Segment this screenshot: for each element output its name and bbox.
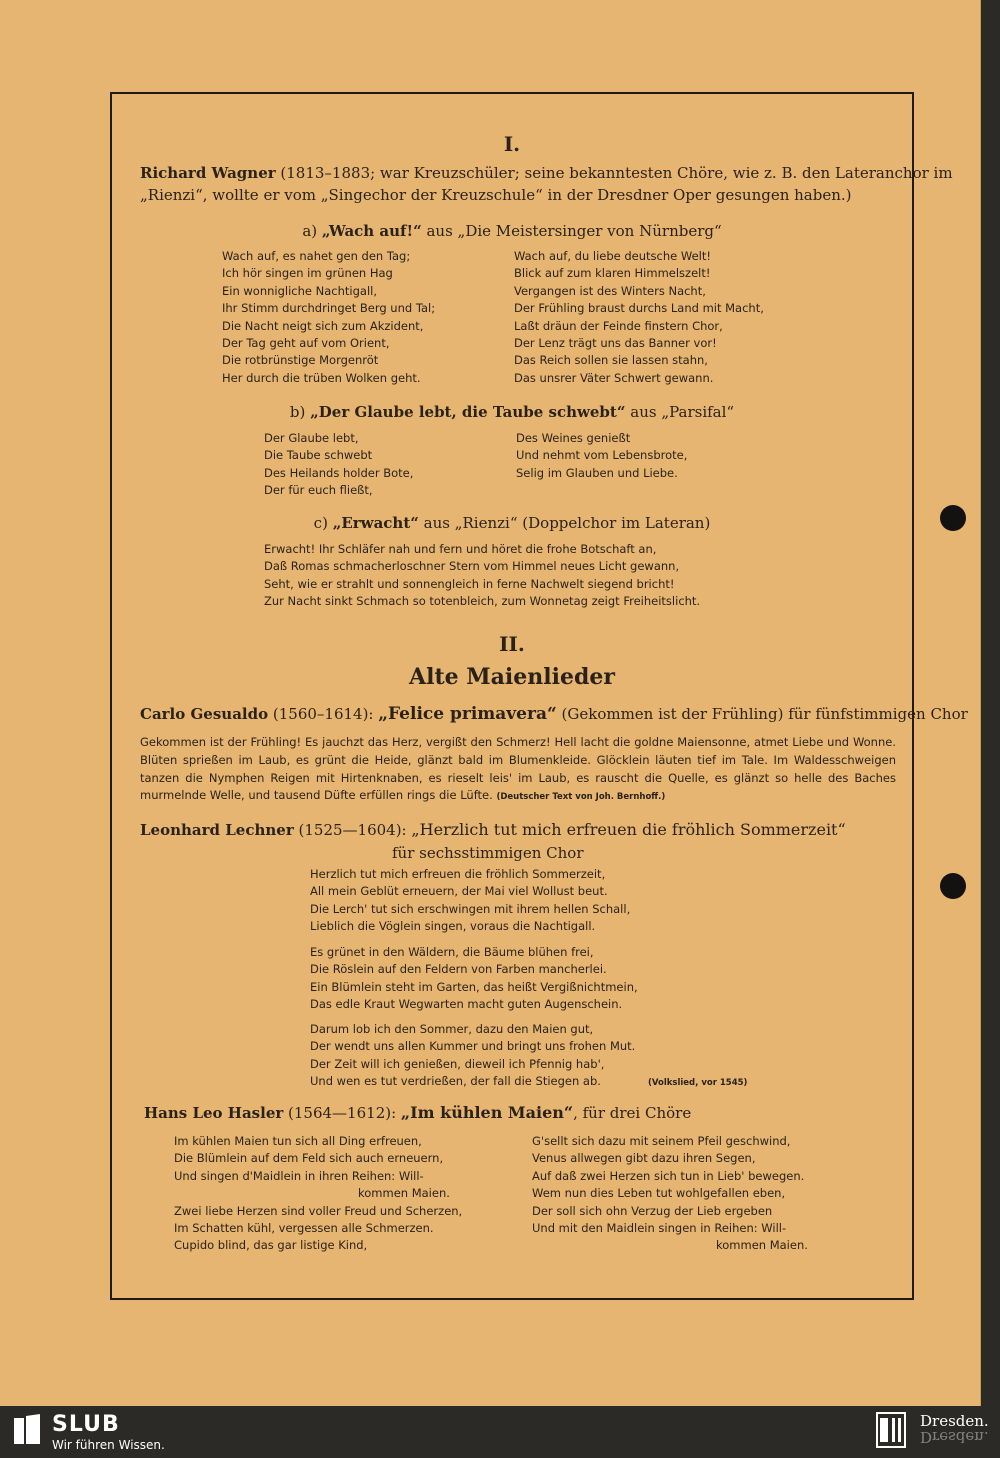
- lyric-line: Lieblich die Vöglein singen, voraus die Nachtigall.: [310, 919, 596, 934]
- gesualdo-title-line: [140, 703, 968, 725]
- lyric-line: Der soll sich ohn Verzug der Lieb ergeben: [532, 1203, 773, 1218]
- gesualdo-text: [140, 734, 896, 807]
- lechner-subtitle: für sechsstimmigen Chor: [392, 844, 584, 862]
- gesualdo-piece-suffix: (Gekommen ist der Frühling) für fünfstimmigen Chor: [556, 705, 968, 723]
- lechner-piece-title: „Herzlich tut mich erfreuen die fröhlich Sommerzeit“: [411, 820, 846, 839]
- piece-c-title: „Erwacht“: [332, 514, 419, 532]
- lyric-line: Und wen es tut verdrießen, der fall die Stiegen ab.: [310, 1074, 601, 1089]
- slub-logo-icon[interactable]: [14, 1414, 40, 1446]
- lyric-line: Venus allwegen gibt dazu ihren Segen,: [532, 1151, 756, 1166]
- lyric-line: Ihr Stimm durchdringet Berg und Tal;: [222, 301, 436, 316]
- lyric-line: Daß Romas schmacherloschner Stern vom Himmel neues Licht gewann,: [264, 559, 680, 574]
- hasler-title-line: [144, 1102, 691, 1124]
- lyric-line: Und mit den Maidlein singen in Reihen: Will-: [532, 1221, 787, 1236]
- lechner-credit: (Volkslied, vor 1545): [648, 1078, 748, 1088]
- composer-gesualdo: Carlo Gesualdo: [140, 705, 269, 723]
- lyric-line: Vergangen ist des Winters Nacht,: [514, 283, 706, 298]
- lyric-line: Her durch die trüben Wolken geht.: [222, 370, 421, 385]
- gesualdo-piece-title: „Felice primavera“: [378, 704, 557, 724]
- lyric-line: Die rotbrünstige Morgenröt: [222, 353, 379, 368]
- lyric-line: Im kühlen Maien tun sich all Ding erfreuen,: [174, 1134, 422, 1148]
- lyric-line: Erwacht! Ihr Schläfer nah und fern und höret die frohe Botschaft an,: [264, 542, 657, 556]
- piece-a-lyrics-right: [514, 248, 764, 387]
- section-number-2: II.: [499, 632, 525, 656]
- lechner-verse-2: [310, 944, 638, 1014]
- piece-a-title: „Wach auf!“: [321, 222, 422, 240]
- piece-b-prefix: b): [289, 403, 311, 421]
- lyric-line: Der Lenz trägt uns das Banner vor!: [514, 336, 717, 351]
- lyric-line: Laßt dräun der Feinde finstern Chor,: [514, 318, 723, 333]
- lechner-dates: (1525—1604):: [293, 821, 412, 839]
- program-frame: [110, 92, 968, 1300]
- lyric-line: All mein Geblüt erneuern, der Mai viel Wollust beut.: [310, 884, 608, 899]
- lyric-line: Das unsrer Väter Schwert gewann.: [514, 370, 714, 385]
- piece-a-prefix: a): [302, 222, 322, 240]
- lyric-line: Der Tag geht auf vom Orient,: [222, 336, 390, 351]
- piece-b-suffix: aus „Parsifal“: [625, 403, 735, 421]
- lyric-line: Der Frühling braust durchs Land mit Macht,: [514, 301, 764, 316]
- piece-c-lyrics: [264, 541, 700, 611]
- hasler-piece-suffix: , für drei Chöre: [573, 1104, 692, 1122]
- lyric-line: Herzlich tut mich erfreuen die fröhlich Sommerzeit,: [310, 867, 606, 881]
- lyric-line: Darum lob ich den Sommer, dazu den Maien gut,: [310, 1022, 594, 1036]
- piece-b-title-line: [112, 401, 912, 423]
- lyric-line: Die Taube schwebt: [264, 448, 373, 463]
- lechner-verse-1: [310, 866, 630, 936]
- lyric-line: Die Lerch' tut sich erschwingen mit ihrem hellen Schall,: [310, 901, 631, 916]
- dresden-name-reflection: Dresden.: [920, 1428, 989, 1446]
- lyric-line: Zwei liebe Herzen sind voller Freud und Scherzen,: [174, 1203, 463, 1218]
- lechner-verse-3: [310, 1021, 635, 1091]
- lyric-line: Die Röslein auf den Feldern von Farben mancherlei.: [310, 962, 607, 977]
- lyric-line: Blick auf zum klaren Himmelszelt!: [514, 266, 711, 281]
- lyric-line: G'sellt sich dazu mit seinem Pfeil geschwind,: [532, 1134, 791, 1148]
- hasler-lyrics-left: [174, 1133, 462, 1255]
- section-number-1: I.: [503, 132, 521, 156]
- lyric-line: Der für euch fließt,: [264, 483, 373, 498]
- lyric-line: kommen Maien.: [716, 1238, 808, 1253]
- hasler-lyrics-right: [532, 1133, 808, 1255]
- composer-wagner: Richard Wagner: [140, 164, 276, 182]
- lechner-title-line: [140, 819, 846, 841]
- composer-lechner: Leonhard Lechner: [140, 821, 294, 839]
- lyric-line: Das edle Kraut Wegwarten macht guten Augenschein.: [310, 997, 623, 1012]
- piece-a-title-line: [112, 220, 912, 242]
- lyric-line: Seht, wie er strahlt und sonnengleich in ferne Nachwelt siegend bricht!: [264, 576, 675, 591]
- lyric-line: Der Glaube lebt,: [264, 431, 359, 445]
- section-heading: Alte Maienlieder: [409, 664, 615, 690]
- lyric-line: Wach auf, es nahet gen den Tag;: [222, 249, 411, 263]
- piece-b-lyrics-right: [516, 430, 687, 482]
- gesualdo-dates: (1560–1614):: [268, 705, 379, 723]
- lyric-line: Das Reich sollen sie lassen stahn,: [514, 353, 708, 368]
- slub-tagline: Wir führen Wissen.: [52, 1438, 165, 1452]
- lyric-line: Auf daß zwei Herzen sich tun in Lieb' bewegen.: [532, 1168, 805, 1183]
- dresden-name[interactable]: Dresden.: [920, 1412, 989, 1430]
- lyric-line: Wem nun dies Leben tut wohlgefallen eben,: [532, 1186, 786, 1201]
- hasler-piece-title: „Im kühlen Maien“: [400, 1103, 574, 1122]
- dresden-coat-of-arms-icon[interactable]: [876, 1412, 906, 1448]
- wagner-intro-line-2: „Rienzi“, wollte er vom „Singechor der Kreuzschule“ in der Dresdner Oper gesungen haben.): [140, 186, 852, 204]
- wagner-intro-line-1: [140, 162, 953, 184]
- lyric-line: Es grünet in den Wäldern, die Bäume blühen frei,: [310, 945, 594, 959]
- piece-c-suffix: aus „Rienzi“ (Doppelchor im Lateran): [418, 514, 711, 532]
- punch-hole-upper: [940, 505, 966, 531]
- lyric-line: Des Heilands holder Bote,: [264, 465, 414, 480]
- lyric-line: Zur Nacht sinkt Schmach so totenbleich, zum Wonnetag zeigt Freiheitslicht.: [264, 594, 701, 609]
- lyric-line: Ein wonnigliche Nachtigall,: [222, 283, 378, 298]
- wagner-intro-text-1: (1813–1883; war Kreuzschüler; seine bekanntesten Chöre, wie z. B. den Lateranchor im: [275, 164, 953, 182]
- piece-c-prefix: c): [313, 514, 333, 532]
- lyric-line: Wach auf, du liebe deutsche Welt!: [514, 249, 711, 263]
- lyric-line: Im Schatten kühl, vergessen alle Schmerzen.: [174, 1221, 434, 1236]
- composer-hasler: Hans Leo Hasler: [144, 1104, 284, 1122]
- lyric-line: kommen Maien.: [358, 1186, 450, 1201]
- lyric-line: Selig im Glauben und Liebe.: [516, 465, 678, 480]
- lyric-line: Die Blümlein auf dem Feld sich auch erneuern,: [174, 1151, 444, 1166]
- lyric-line: Ich hör singen im grünen Hag: [222, 266, 393, 281]
- punch-hole-lower: [940, 873, 966, 899]
- lyric-line: Die Nacht neigt sich zum Akzident,: [222, 318, 424, 333]
- lyric-line: Cupido blind, das gar listige Kind,: [174, 1238, 368, 1253]
- lyric-line: Ein Blümlein steht im Garten, das heißt Vergißnichtmein,: [310, 979, 638, 994]
- lyric-line: Des Weines genießt: [516, 431, 631, 445]
- lyric-line: Und singen d'Maidlein in ihren Reihen: Will-: [174, 1168, 424, 1183]
- piece-a-lyrics-left: [222, 248, 435, 387]
- piece-b-title: „Der Glaube lebt, die Taube schwebt“: [310, 403, 626, 421]
- gesualdo-lyrics: Gekommen ist der Frühling! Es jauchzt das Herz, vergißt den Schmerz! Hell lacht die goldne Maiensonne, atmet Liebe und Wonne. Blüten sprießen im Laub, es grünt die Heide, glänzt bald im Blumenkleide. Glöcklein läuten tief im Tale. Im Waldesschweigen tanzen die Nymphen Reigen mit Hirtenknaben, es rieselt leis' im Laub, es rauscht die Quelle, es glänzt so helle des Baches murmelnde Welle, und tausend Düfte erfüllen rings die Lüfte.: [140, 735, 896, 803]
- lyric-line: Und nehmt vom Lebensbrote,: [516, 448, 688, 463]
- lyric-line: Der Zeit will ich genießen, dieweil ich Pfennig hab',: [310, 1056, 605, 1071]
- piece-c-title-line: [112, 512, 912, 534]
- piece-b-lyrics-left: [264, 430, 413, 500]
- gesualdo-credit: (Deutscher Text von Joh. Bernhoff.): [496, 792, 666, 803]
- lyric-line: Der wendt uns allen Kummer und bringt uns frohen Mut.: [310, 1039, 636, 1054]
- slub-name[interactable]: SLUB: [52, 1412, 120, 1437]
- hasler-dates: (1564—1612):: [283, 1104, 401, 1122]
- viewer-footer: [0, 1406, 1000, 1458]
- piece-a-suffix: aus „Die Meistersinger von Nürnberg“: [421, 222, 722, 240]
